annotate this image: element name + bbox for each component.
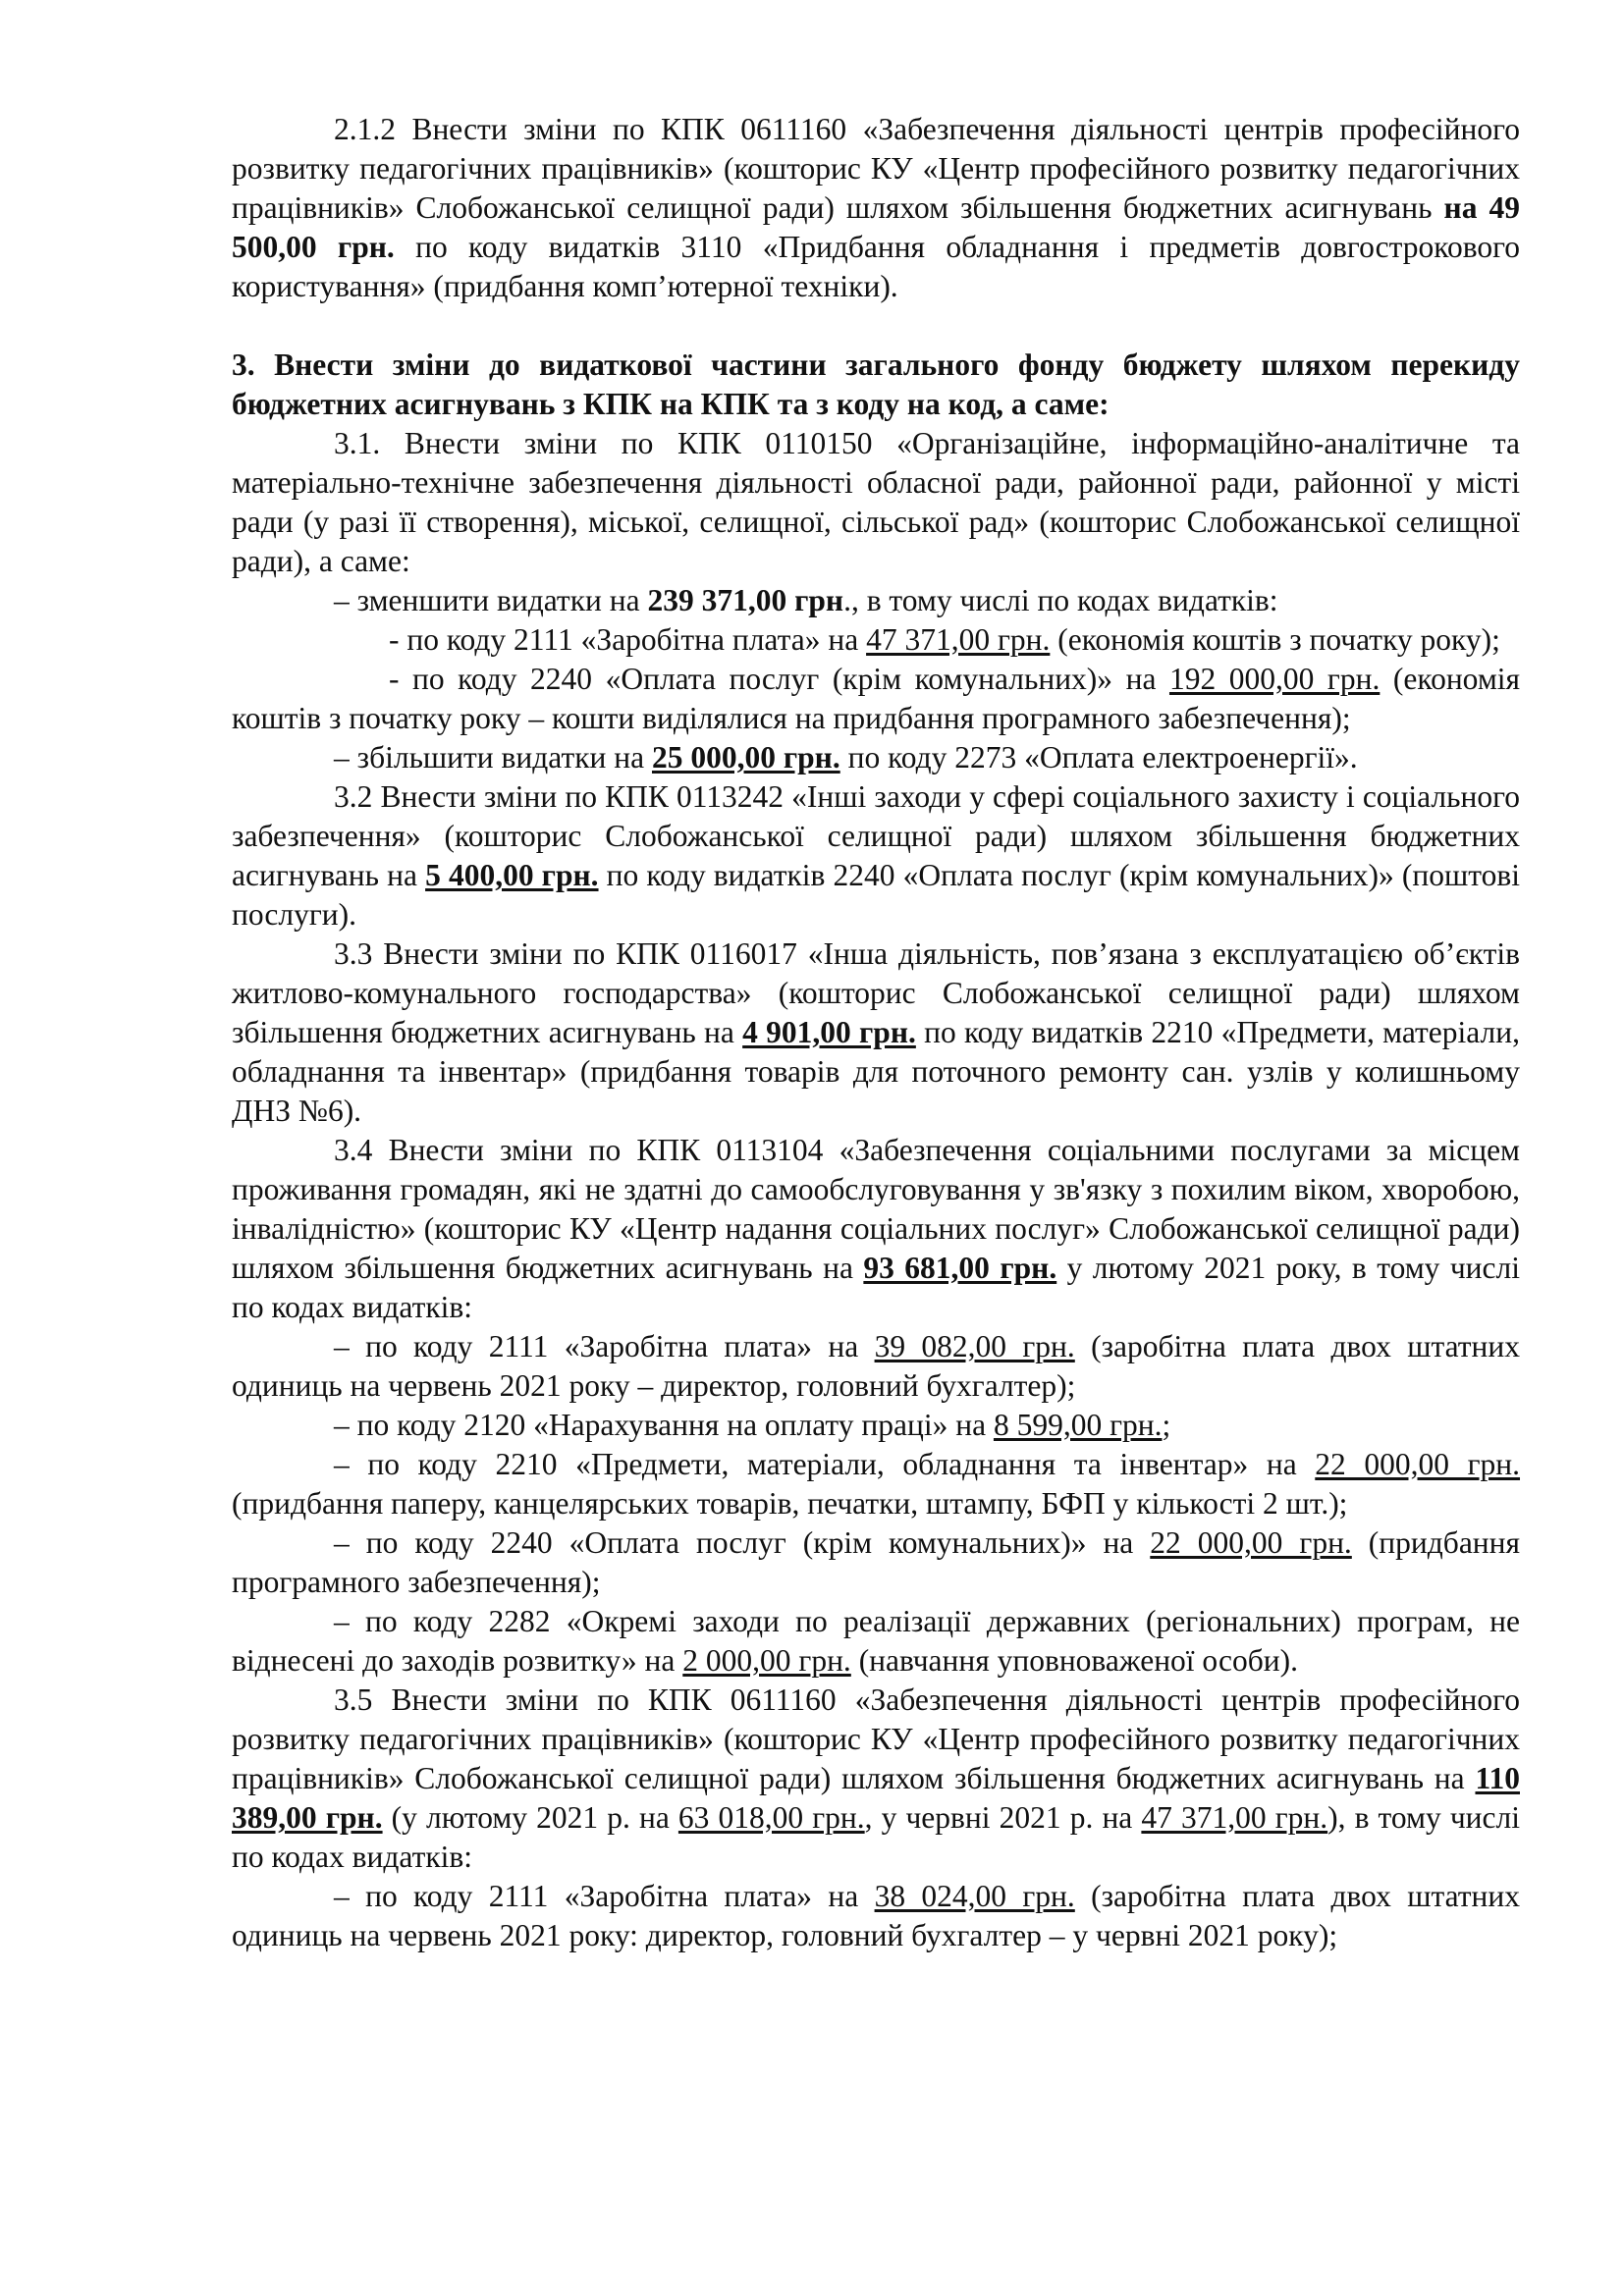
amount-underlined: 47 371,00 грн.: [866, 622, 1051, 657]
list-item-2120: [232, 1406, 1520, 1445]
paragraph-2-1-2: [232, 110, 1520, 306]
text: 3.3 Внести зміни по КПК 0116017 «Інша діяльність, пов’язана з експлуатацією об’єктів житлово-комунального господарства» (кошторис Слобожанської селищної ради) шляхом збільшення бюджетних асигнувань на: [232, 936, 1520, 1049]
text: (заробітна плата двох штатних одиниць на червень 2021 року – директор, головний бухгалтер);: [232, 1329, 1521, 1403]
spacer: [232, 306, 1520, 346]
amount-bold-underlined: 93 681,00 грн.: [863, 1251, 1057, 1285]
text: (придбання паперу, канцелярських товарів, печатки, штампу, БФП у кількості 2 шт.);: [232, 1486, 1348, 1521]
amount-underlined: 38 024,00 грн.: [874, 1879, 1075, 1913]
text: 3.5 Внести зміни по КПК 0611160 «Забезпечення діяльності центрів професійного розвитку педагогічних працівників» (кошторис КУ «Центр професійного розвитку педагогічних працівників» Слобожанської селищної ради) шляхом збільшення бюджетних асигнувань на: [232, 1682, 1520, 1795]
paragraph-3-4: [232, 1131, 1520, 1327]
amount-underlined: 22 000,00 грн.: [1150, 1525, 1352, 1560]
list-item-2282: [232, 1602, 1520, 1681]
text: (заробітна плата двох штатних одиниць на червень 2021 року: директор, головний бухгалтер – у червні 2021 року);: [232, 1879, 1521, 1952]
text: – по коду 2240 «Оплата послуг (крім комунальних)» на: [334, 1525, 1151, 1560]
text: ;: [1162, 1408, 1171, 1442]
amount-bold-underlined: 25 000,00 грн.: [651, 740, 840, 774]
paragraph-3-5: [232, 1681, 1520, 1877]
amount-underlined: 2 000,00 грн.: [682, 1643, 851, 1678]
text: – по коду 2120 «Нарахування на оплату праці» на: [334, 1408, 994, 1442]
text: по коду видатків 2210 «Предмети, матеріали, обладнання та інвентар» (придбання товарів для поточного ремонту сан. узлів у колишньому ДНЗ №6).: [232, 1015, 1520, 1128]
text: (економія коштів з початку року – кошти виділялися на придбання програмного забезпечення);: [232, 662, 1520, 735]
amount-underlined: 8 599,00 грн.: [993, 1408, 1163, 1442]
text: - по коду 2111 «Заробітна плата» на: [389, 622, 867, 657]
text: 2.1.2 Внести зміни по КПК 0611160 «Забезпечення діяльності центрів професійного розвитку педагогічних працівників» (кошторис КУ «Центр професійного розвитку педагогічних працівників» Слобожанської селищної ради) шляхом збільшення бюджетних асигнувань: [232, 112, 1520, 225]
text: (у лютому 2021 р. на: [382, 1800, 678, 1835]
text: – по коду 2111 «Заробітна плата» на: [334, 1329, 875, 1363]
text: – зменшити видатки на: [334, 583, 648, 617]
amount-bold-underlined: 110 389,00 грн.: [232, 1761, 1520, 1835]
amount-bold: 239 371,00 грн: [647, 583, 844, 617]
amount-underlined: 22 000,00 грн.: [1315, 1447, 1521, 1481]
amount-bold-underlined: 5 400,00 грн.: [425, 858, 599, 892]
text: 3.1. Внести зміни по КПК 0110150 «Організаційне, інформаційно-аналітичне та матеріально-технічне забезпечення діяльності обласної ради, районної ради, районної у місті ради (у разі її створення), міської, селищної, сільської рад» (кошторис Слобожанської селищної ради), а саме:: [232, 426, 1520, 578]
amount-bold-underlined: 4 901,00 грн.: [742, 1015, 916, 1049]
paragraph-3-3: [232, 934, 1520, 1131]
amount-bold: на 49 500,00 грн.: [232, 190, 1520, 264]
text: – по коду 2210 «Предмети, матеріали, обладнання та інвентар» на: [334, 1447, 1316, 1481]
amount-underlined: 63 018,00 грн.: [677, 1800, 865, 1835]
list-item-2111: [232, 1877, 1520, 1955]
text: – збільшити видатки на: [334, 740, 652, 774]
text: 3.2 Внести зміни по КПК 0113242 «Інші заходи у сфері соціального захисту і соціального забезпечення» (кошторис Слобожанської селищної ради) шляхом збільшення бюджетних асигнувань на: [232, 779, 1520, 892]
text: (придбання програмного забезпечення);: [232, 1525, 1521, 1599]
list-item-2111: [232, 620, 1520, 660]
text: ), в тому числі по кодах видатків:: [232, 1800, 1520, 1874]
paragraph-3-2: [232, 777, 1520, 934]
text: у лютому 2021 року, в тому числі по кодах видатків:: [232, 1251, 1520, 1324]
paragraph-3-1: [232, 424, 1520, 581]
text: (навчання уповноваженої особи).: [850, 1643, 1298, 1678]
text: по коду видатків 3110 «Придбання обладнання і предметів довгострокового користування» (придбання комп’ютерної техніки).: [232, 230, 1520, 303]
text: по коду 2273 «Оплата електроенергії».: [839, 740, 1358, 774]
document-page: [232, 110, 1520, 1955]
text: , у червні 2021 р. на: [864, 1800, 1142, 1835]
list-item-2111: [232, 1327, 1520, 1406]
list-item-2240: [232, 660, 1520, 738]
text: ., в тому числі по кодах видатків:: [843, 583, 1278, 617]
text: (економія коштів з початку року);: [1050, 622, 1500, 657]
increase-line: [232, 738, 1520, 777]
amount-underlined: 39 082,00 грн.: [874, 1329, 1075, 1363]
text: - по коду 2240 «Оплата послуг (крім комунальних)» на: [389, 662, 1169, 696]
decrease-line: [232, 581, 1520, 620]
heading-text: 3. Внести зміни до видаткової частини загального фонду бюджету шляхом перекиду бюджетних асигнувань з КПК на КПК та з коду на код, а саме:: [232, 347, 1520, 421]
amount-underlined: 47 371,00 грн.: [1141, 1800, 1328, 1835]
text: – по коду 2282 «Окремі заходи по реалізації державних (регіональних) програм, не віднесені до заходів розвитку» на: [232, 1604, 1520, 1678]
text: – по коду 2111 «Заробітна плата» на: [334, 1879, 875, 1913]
text: 3.4 Внести зміни по КПК 0113104 «Забезпечення соціальними послугами за місцем проживання громадян, які не здатні до самообслуговування у зв'язку з похилим віком, хворобою, інвалідністю» (кошторис КУ «Центр надання соціальних послуг» Слобожанської селищної ради) шляхом збільшення бюджетних асигнувань на: [232, 1133, 1520, 1285]
amount-underlined: 192 000,00 грн.: [1168, 662, 1380, 696]
list-item-2240: [232, 1523, 1520, 1602]
section-3-heading: [232, 346, 1520, 424]
list-item-2210: [232, 1445, 1520, 1523]
text: по коду видатків 2240 «Оплата послуг (крім комунальних)» (поштові послуги).: [232, 858, 1520, 932]
